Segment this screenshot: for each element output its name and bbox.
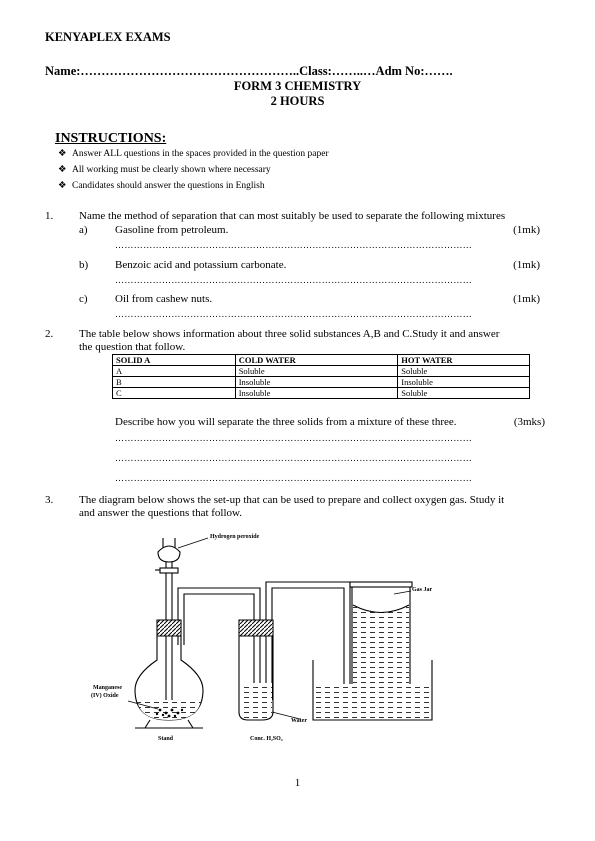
answer-line[interactable]: …………………………………………………………………………………………………… — [115, 309, 473, 319]
candidate-details-line: Name:……………………………………………..Class:……..…Adm No:……. — [45, 64, 453, 78]
table-cell: Soluble — [398, 388, 530, 399]
exam-body-title: KENYAPLEX EXAMS — [45, 30, 171, 44]
diagram-label: Manganese — [93, 685, 122, 691]
question-number: 2. — [45, 328, 54, 340]
paper-subject: FORM 3 CHEMISTRY — [233, 79, 362, 93]
cork-stopper — [239, 620, 273, 636]
diamond-bullet-icon: ❖ — [58, 181, 67, 191]
part-label: b) — [79, 259, 89, 271]
diamond-bullet-icon: ❖ — [58, 165, 67, 175]
instructions-title: INSTRUCTIONS: — [55, 131, 167, 146]
answer-line[interactable]: …………………………………………………………………………………………………… — [115, 473, 473, 483]
diagram-label: Stand — [158, 736, 174, 742]
table-cell: A — [113, 366, 236, 377]
marks-label: (1mk) — [513, 224, 540, 236]
table-cell: Insoluble — [398, 377, 530, 388]
answer-line[interactable]: …………………………………………………………………………………………………… — [115, 240, 473, 250]
table-cell: C — [113, 388, 236, 399]
question-number: 1. — [45, 210, 54, 222]
diagram-label: Conc. H₂SO₄ — [250, 736, 283, 742]
column-header: COLD WATER — [235, 355, 398, 366]
diagram-label: Water — [291, 718, 307, 724]
question-text: Name the method of separation that can most suitably be used to separate the following mixtures — [79, 210, 506, 222]
marks-label: (1mk) — [513, 293, 540, 305]
part-label: a) — [79, 224, 88, 236]
marks-label: (1mk) — [513, 259, 540, 271]
table-cell: Insoluble — [235, 388, 398, 399]
table-cell: Insoluble — [235, 377, 398, 388]
instruction-item: ❖ All working must be clearly shown where necessary — [58, 165, 271, 175]
cork-stopper — [157, 620, 181, 636]
answer-line[interactable]: …………………………………………………………………………………………………… — [115, 275, 473, 285]
answer-line[interactable]: …………………………………………………………………………………………………… — [115, 433, 473, 443]
diagram-label: Gas Jar — [412, 587, 433, 593]
paper-duration: 2 HOURS — [270, 94, 325, 108]
column-header: HOT WATER — [398, 355, 530, 366]
part-text: Gasoline from petroleum. — [115, 224, 229, 236]
question-text: The table below shows information about three solid substances A,B and C.Study it and answer — [79, 328, 500, 340]
diagram-label: (IV) Oxide — [91, 693, 119, 699]
question-text: and answer the questions that follow. — [79, 507, 243, 519]
table-cell: B — [113, 377, 236, 388]
question-text: the question that follow. — [79, 341, 186, 353]
part-text: Benzoic acid and potassium carbonate. — [115, 259, 287, 271]
answer-line[interactable]: …………………………………………………………………………………………………… — [115, 453, 473, 463]
question-number: 3. — [45, 494, 54, 506]
part-text: Oil from cashew nuts. — [115, 293, 213, 305]
marks-label: (3mks) — [513, 416, 545, 428]
diagram-label: Hydrogen peroxide — [210, 534, 260, 540]
instruction-item: ❖ Candidates should answer the questions in English — [58, 181, 265, 191]
table-cell: Soluble — [235, 366, 398, 377]
diamond-bullet-icon: ❖ — [58, 149, 67, 159]
column-header: SOLID A — [113, 355, 236, 366]
table-cell: Soluble — [398, 366, 530, 377]
page-number: 1 — [294, 777, 301, 789]
part-label: c) — [79, 293, 88, 305]
question-text: Describe how you will separate the three solids from a mixture of these three. — [115, 416, 457, 428]
instruction-item: ❖ Answer ALL questions in the spaces provided in the question paper — [58, 149, 329, 159]
stand — [135, 720, 203, 728]
dropping-funnel — [158, 538, 180, 562]
question-text: The diagram below shows the set-up that can be used to prepare and collect oxygen gas. Study it — [79, 494, 505, 506]
